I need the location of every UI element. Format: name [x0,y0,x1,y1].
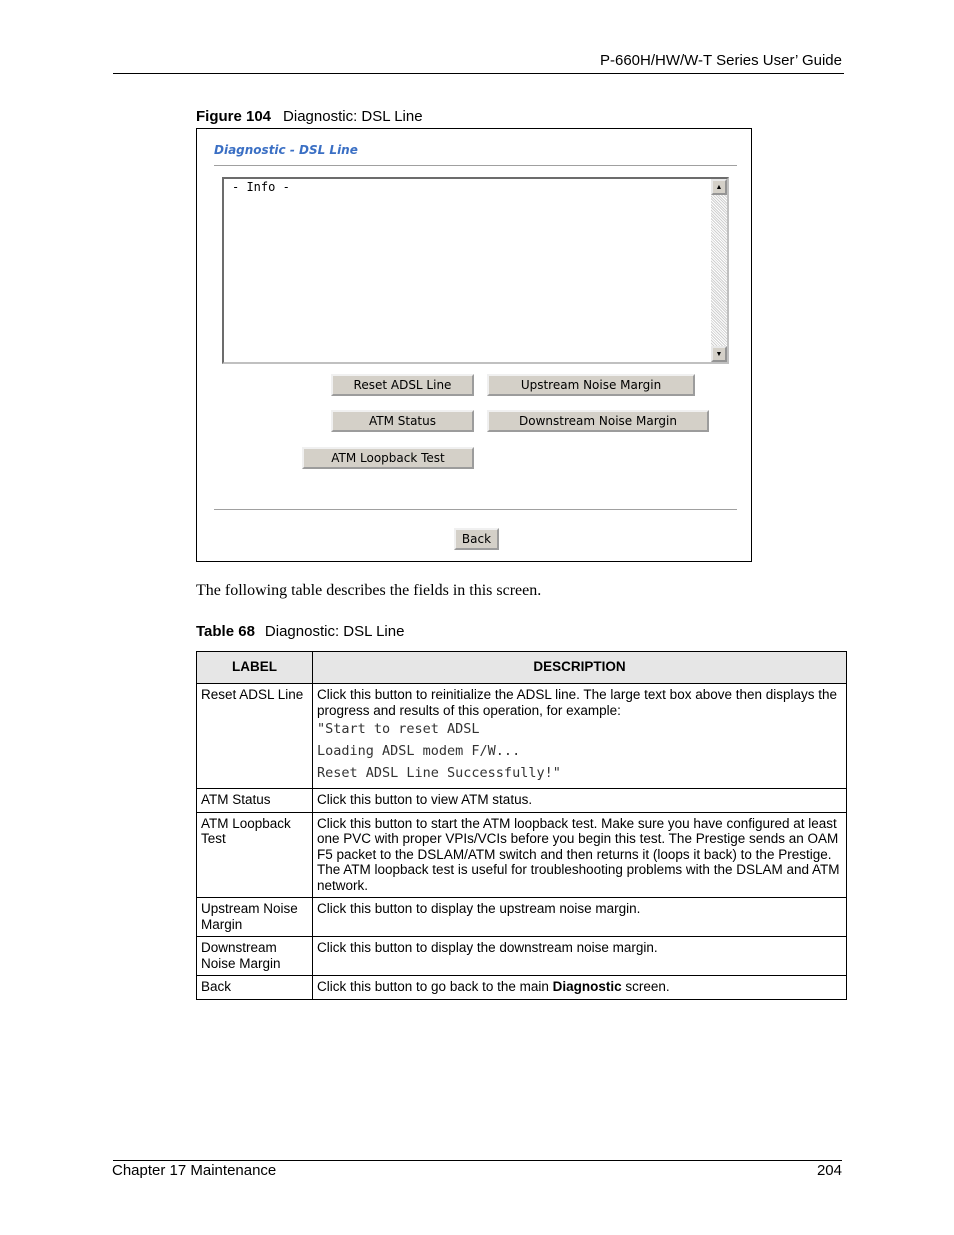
row-description [313,976,847,1000]
atm-status-button[interactable]: ATM Status [331,410,474,432]
intro-paragraph: The following table describes the fields in this screen. [196,582,542,599]
table-row [197,684,847,789]
row-description-text: screen. [621,979,670,994]
downstream-noise-margin-button[interactable]: Downstream Noise Margin [487,410,709,432]
footer-divider [113,1160,842,1161]
atm-loopback-test-button[interactable]: ATM Loopback Test [302,447,474,469]
footer-chapter: Chapter 17 Maintenance [112,1162,277,1179]
screenshot-frame [196,128,752,562]
header-divider [113,73,844,74]
row-label: Reset ADSL Line [197,684,313,789]
row-description-bold: Diagnostic [552,979,622,994]
row-label: ATM Loopback Test [197,812,313,898]
back-button[interactable]: Back [454,528,499,550]
scroll-down-arrow-icon[interactable]: ▼ [711,346,727,362]
table-row [197,789,847,813]
footer-page-number: 204 [816,1162,842,1179]
guide-title: P-660H/HW/W-T Series User’ Guide [599,52,842,69]
label-column-header: LABEL [197,652,313,684]
row-description: Click this button to display the upstream noise margin. [313,898,847,937]
row-description-text: Click this button to reinitialize the ADSL line. The large text box above then displays the progress and results of this operation, for example: [317,687,838,718]
row-description: Click this button to display the downstream noise margin. [313,937,847,976]
table-row [197,937,847,976]
info-textarea[interactable] [222,177,729,364]
figure-number: Figure 104 [196,108,272,125]
row-label: Upstream Noise Margin [197,898,313,937]
table-title: Diagnostic: DSL Line [264,623,405,640]
screen-bottom-divider [214,509,737,511]
table-row [197,898,847,937]
row-description [313,684,847,789]
info-text: - Info - [232,180,290,194]
figure-caption [196,108,423,125]
figure-title: Diagnostic: DSL Line [283,108,423,125]
row-label: ATM Status [197,789,313,813]
table-caption [196,623,404,640]
description-column-header: DESCRIPTION [313,652,847,684]
screen-title-divider [214,165,737,167]
reset-adsl-line-button[interactable]: Reset ADSL Line [331,374,474,396]
code-line: Reset ADSL Line Successfully!" [317,765,561,781]
upstream-noise-margin-button[interactable]: Upstream Noise Margin [487,374,695,396]
code-line: "Start to reset ADSL [317,721,480,737]
table-row [197,976,847,1000]
table-header-row [197,652,847,684]
description-table [196,651,847,1000]
scroll-up-arrow-icon[interactable]: ▲ [711,179,727,195]
table-row [197,812,847,898]
table-number: Table 68 [196,623,255,640]
row-description-text: Click this button to go back to the main [317,979,553,994]
row-label: Back [197,976,313,1000]
screen-title: Diagnostic - DSL Line [214,143,358,157]
row-description: Click this button to view ATM status. [313,789,847,813]
row-label: Downstream Noise Margin [197,937,313,976]
info-scrollbar[interactable] [711,179,727,362]
code-line: Loading ADSL modem F/W... [317,743,521,759]
row-description: Click this button to start the ATM loopback test. Make sure you have configured at least one PVC with proper VPIs/VCIs before you begin this test. The Prestige sends an OAM F5 packet to the DSLAM/ATM switch and then returns it (loops it back) to the Prestige. The ATM loopback test is useful for troubleshooting problems with the DSLAM and ATM network. [313,812,847,898]
